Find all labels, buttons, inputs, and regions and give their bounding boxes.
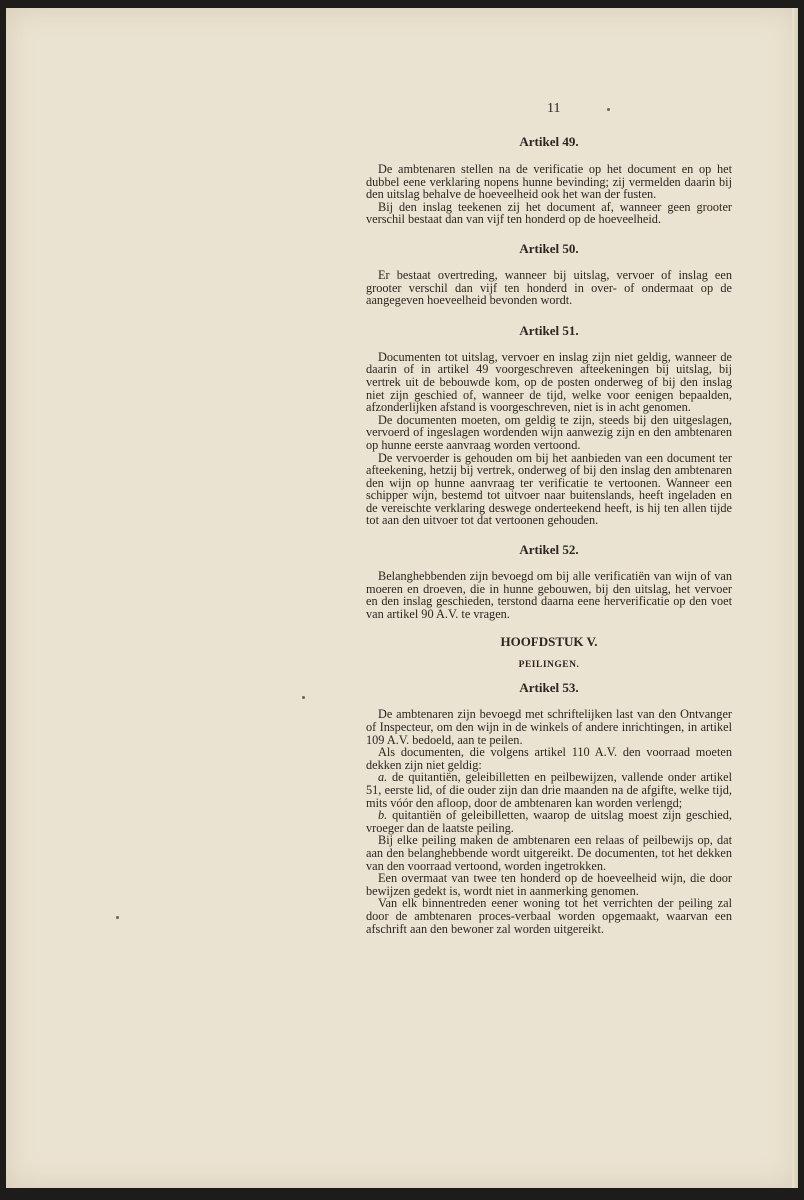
page-body (366, 98, 732, 935)
ink-speck (116, 916, 119, 919)
article-50-heading: Artikel 50. (519, 240, 579, 256)
article-49-paragraph-1: De ambtenaren stellen na de verificatie op het document en op het dubbel eene verklaring nopens hunne bevinding; zij vermelden daarin bij den uitslag behalve de hoeveelheid ook het wan der fusten. (366, 162, 732, 202)
article-53-item-b (366, 809, 732, 834)
article-49-paragraph-2: Bij den inslag teekenen zij het document af, wanneer geen grooter verschil bestaat dan van vijf ten honderd op de hoeveelheid. (366, 199, 732, 227)
article-51-paragraph-3: De vervoerder is gehouden om bij het aanbieden van een document ter afteekening, hetzij bij vertrek, onderweg of bij den inslag den ambtenaren den wijn op hunne aanvraag ter verificatie te vertoonen. Wanneer een schipper wijn, bestemd tot uitvoer naar buitenslands, heeft ingeladen en de vereischte verklaring deswege onderteekend heeft, is hij ten allen tijde tot aan den uitvoer tot dat vertoonen gehouden. (366, 450, 732, 528)
article-52-heading: Artikel 52. (519, 542, 579, 558)
chapter-heading: HOOFDSTUK V. (500, 634, 598, 650)
article-53-paragraph-1: De ambtenaren zijn bevoegd met schriftelijken last van den Ontvanger of Inspecteur, om den wijn in de winkels of andere inrichtingen, in artikel 109 A.V. bedoeld, aan te peilen. (366, 707, 732, 747)
article-53-heading: Artikel 53. (519, 680, 579, 696)
article-51-paragraph-2: De documenten moeten, om geldig te zijn, steeds bij den uitgeslagen, vervoerd of ingeslagen wordenden wijn aanwezig zijn en den ambtenaren op hunne eerste aanvraag worden vertoond. (366, 412, 732, 452)
article-52-paragraph-1: Belanghebbenden zijn bevoegd om bij alle verificatiën van wijn of van moeren en droeven, die in hunne gebouwen, bij den uitslag, het vervoer en den inslag geschieden, terstond daarna eene herverificatie op den voet van artikel 90 A.V. te vragen. (366, 569, 732, 621)
article-53-paragraph-4: Een overmaat van twee ten honderd op de hoeveelheid wijn, die door bewijzen gedekt is, wordt niet in aanmerking genomen. (366, 871, 732, 898)
article-53-paragraph-2: Als documenten, die volgens artikel 110 A.V. den voorraad moeten dekken zijn niet geldig: (366, 745, 732, 772)
page-number: 11 (547, 101, 561, 116)
article-53-paragraph-5: Van elk binnentreden eener woning tot het verrichten der peiling zal door de ambtenaren proces-verbaal worden opgemaakt, waarvan een afschrift aan den bewoner zal worden uitgereikt. (366, 896, 732, 936)
article-49-heading: Artikel 49. (519, 134, 579, 149)
article-51-heading: Artikel 51. (519, 322, 579, 338)
page-edge (792, 8, 798, 1188)
document-page (6, 8, 798, 1188)
item-a-text: de quitantiën, geleibilletten en peilbewijzen, vallende onder artikel 51, eerste lid, of die ouder zijn dan drie maanden na de afgifte, welke tijd, mits vóór den afloop, door de ambtenaren kan worden verlengd; (366, 770, 733, 810)
item-b-text: quitantiën of geleibilletten, waarop de uitslag moest zijn geschied, vroeger dan de laatste peiling. (366, 808, 732, 835)
article-50-paragraph-1: Er bestaat overtreding, wanneer bij uitslag, vervoer of inslag een grooter verschil dan vijf ten honderd in over- of ondermaat op de aangegeven hoeveelheid bevonden wordt. (366, 267, 732, 308)
article-53-item-a (366, 771, 732, 809)
item-b-label: b. (378, 808, 388, 823)
article-51-paragraph-1: Documenten tot uitslag, vervoer en inslag zijn niet geldig, wanneer de daarin of in artikel 49 voorgeschreven afteekeningen bij uitslag, bij vertrek uit de bebouwde kom, op de posten onderweg of bij den inslag niet zijn geschied of, wanneer de tijd, welke voor eenigen bepaalden, afzonderlijken afstand is voorgeschreven, niet is in acht genomen. (366, 349, 732, 415)
item-a-label: a. (378, 770, 388, 785)
chapter-subheading: PEILINGEN. (518, 660, 580, 671)
article-53-paragraph-3: Bij elke peiling maken de ambtenaren een relaas of peilbewijs op, dat aan den belanghebbende wordt uitgereikt. De documenten, tot het dekken van den voorraad vertoond, worden ingetrokken. (366, 833, 732, 873)
ink-speck (302, 696, 305, 699)
